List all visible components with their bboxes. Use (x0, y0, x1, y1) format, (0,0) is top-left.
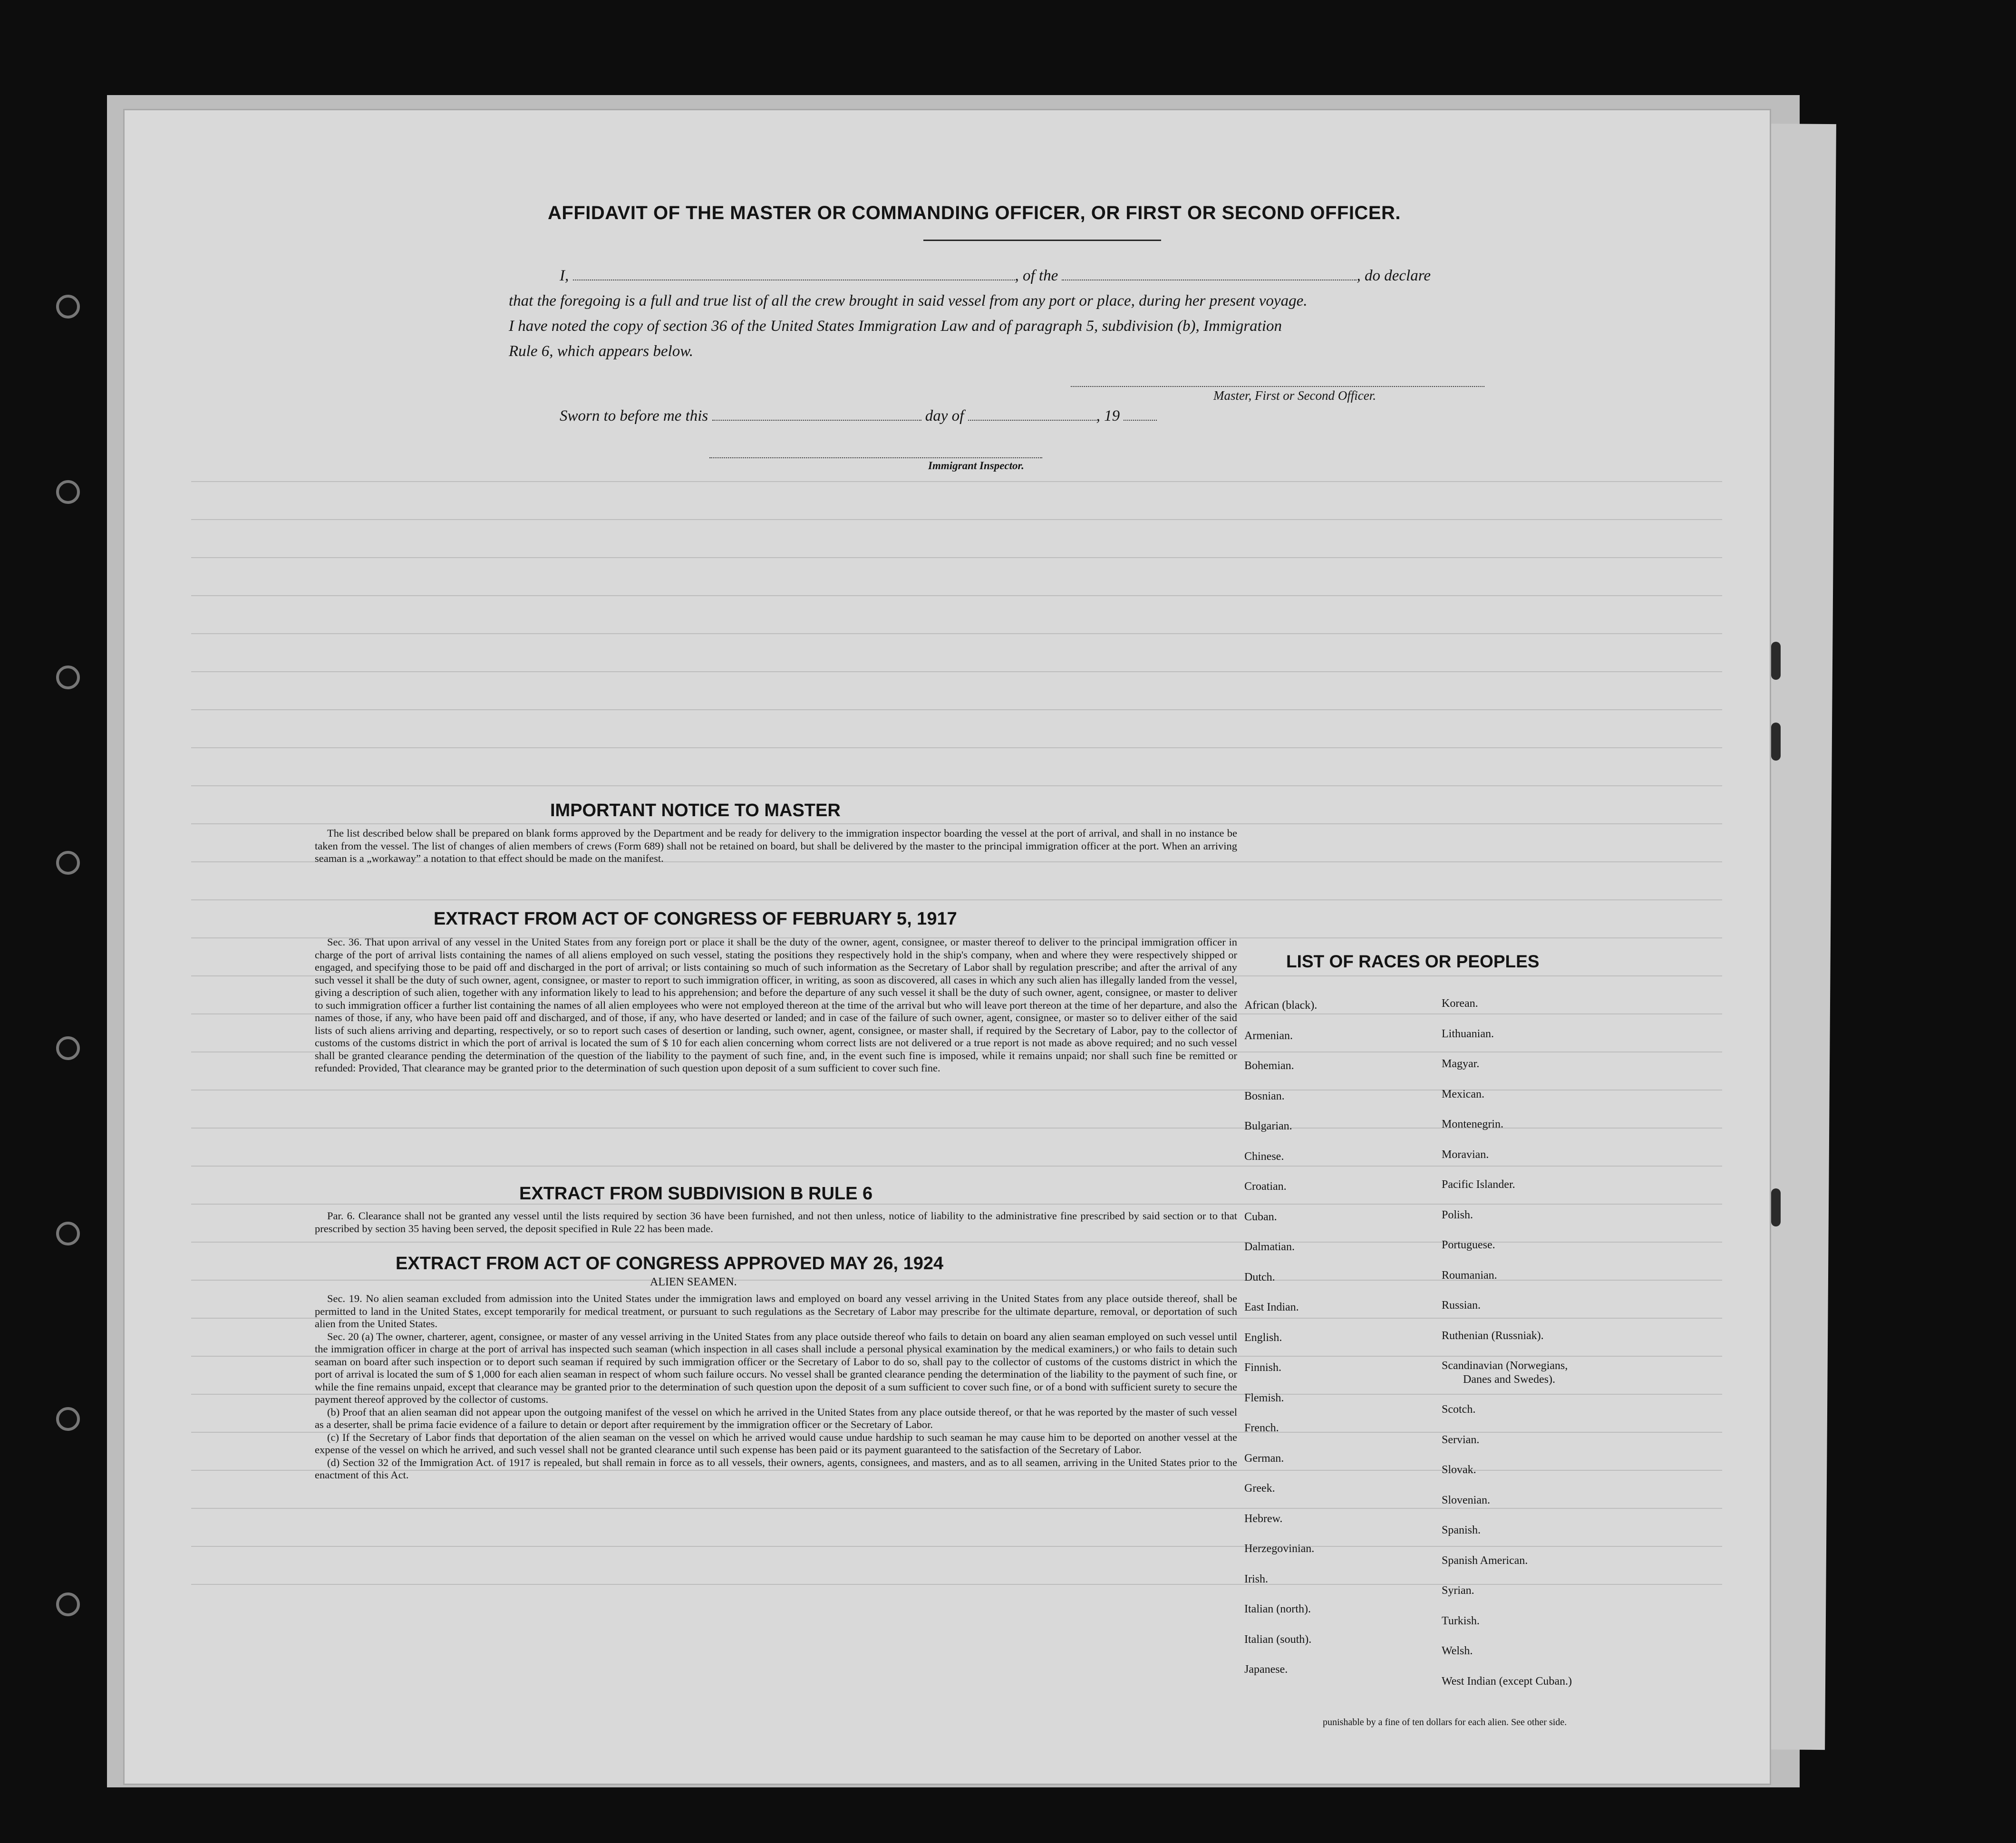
race-item: Dalmatian. (1244, 1241, 1295, 1253)
notice-text (315, 827, 1237, 865)
ruled-line (191, 481, 1722, 482)
extract-1917-text (315, 936, 1237, 1075)
binder-tab (1771, 1188, 1781, 1226)
year-blank (1124, 420, 1157, 421)
affidavit-i: I, (560, 267, 569, 284)
affidavit-line-1 (560, 267, 1431, 285)
race-item: Roumanian. (1442, 1269, 1497, 1282)
race-item: Croatian. (1244, 1180, 1287, 1193)
master-sign-label: Master, First or Second Officer. (1213, 388, 1376, 403)
race-item: Portuguese. (1442, 1239, 1495, 1251)
race-item: German. (1244, 1452, 1284, 1465)
sworn-prefix: Sworn to before me this (560, 407, 708, 425)
race-item: Russian. (1442, 1299, 1481, 1312)
sec-20b-paragraph: (b) Proof that an alien seaman did not appear upon the outgoing manifest of the vessel on which he arrived in the United States from any place outside thereof, or that he was reported by the master of such vessel as a deserter, shall be prima facie evidence of a failure to detain or deport after requirement by the immigration officer or the Secretary of Labor. (315, 1406, 1237, 1430)
race-item: Japanese. (1244, 1663, 1288, 1676)
race-item: Bosnian. (1244, 1090, 1285, 1102)
race-item: Spanish American. (1442, 1554, 1528, 1567)
inspector-sign-line (709, 457, 1042, 458)
ruled-line (191, 519, 1722, 520)
race-item: Bulgarian. (1244, 1120, 1292, 1132)
binder-tab (1771, 642, 1781, 680)
extract-1924-subtitle: ALIEN SEAMEN. (650, 1276, 737, 1288)
affidavit-declare: , do declare (1357, 267, 1431, 284)
race-item: Syrian. (1442, 1584, 1474, 1597)
race-item: Montenegrin. (1442, 1118, 1503, 1130)
race-item: Mexican. (1442, 1088, 1484, 1100)
extract-1917-paragraph: Sec. 36. That upon arrival of any vessel in the United States from any foreign port or place it shall be the duty of the owner, agent, consignee, or master thereof to deliver to the principal immigration officer in charge of the port of arrival lists containing the names of all aliens employed on such vessel, stating the positions they respectively hold in the ship's company, when and where they were respectively shipped or engaged, and specifying those to be paid off and discharged in the port of arrival; or lists containing so much of such information as the Secretary of Labor shall by regulation prescribe; and after the arrival of any such vessel it shall be the duty of such owner, agent, consignee, or master to report to such immigration officer, in writing, as soon as discovered, all cases in which any such alien has illegally landed from the vessel, giving a description of such alien, together with any information likely to lead to his apprehension; and before the departure of any such vessel it shall be the duty of such owner, agent, consignee, or master to deliver to such immigration officer a further list containing the names of all alien employees who were not employed thereon at the time of the arrival but who will leave port thereon at the time of her departure, and also the names of those, if any, who have been paid off and discharged, and of those, if any, who have deserted or landed; and in case of the failure of such owner, agent, consignee, or master so to deliver either of the said lists of such aliens arriving and departing, respectively, or so to report such cases of desertion or landing, such owner, agent, consignee, or master shall, if required by the Secretary of Labor, pay to the collector of customs of the customs district in which the port of arrival is located the sum of $ 10 for each alien concerning whom correct lists are not delivered or a true report is not made as above required; and no such vessel shall be granted clearance pending the determination of the question of the liability to the payment of such fine, and, in the event such fine is imposed, while it remains unpaid; nor shall such fine be remitted or refunded: Provided, That clearance may be granted prior to the determination of such question upon deposit of a sum sufficient to cover such fine. (315, 936, 1237, 1074)
punch-hole-icon (56, 666, 80, 689)
race-item: Irish. (1244, 1573, 1268, 1585)
punch-hole-icon (56, 1222, 80, 1245)
race-item: African (black). (1244, 999, 1318, 1012)
race-item: Greek. (1244, 1482, 1275, 1495)
ruled-line (191, 785, 1722, 786)
ruled-line (191, 1204, 1722, 1205)
extract-1924-title: EXTRACT FROM ACT OF CONGRESS APPROVED MAY 26, 1924 (396, 1254, 944, 1274)
race-item: Polish. (1442, 1208, 1473, 1221)
race-item: Danes and Swedes). (1463, 1373, 1555, 1386)
race-item: Lithuanian. (1442, 1027, 1494, 1040)
race-item: French. (1244, 1422, 1279, 1434)
race-item: Magyar. (1442, 1058, 1480, 1070)
sworn-year: , 19 (1096, 407, 1120, 425)
race-item: Slovak. (1442, 1464, 1476, 1476)
race-item: English. (1244, 1331, 1282, 1344)
ruled-line (191, 1546, 1722, 1547)
ruled-line (191, 709, 1722, 710)
notice-paragraph: The list described below shall be prepared on blank forms approved by the Department and be ready for delivery to the immigration inspector boarding the vessel at the port of arrival, and shall in no instance be taken from the vessel. The list of changes of alien members of crews (Form 689) shall not be retained on board, but shall be delivered by the master to the principal immigration officer at the port. When an arriving seaman is a „workaway” a notation to that effect should be made on the manifest. (315, 827, 1237, 864)
punch-hole-icon (56, 1592, 80, 1616)
race-item: Herzegovinian. (1244, 1543, 1315, 1555)
race-item: Turkish. (1442, 1614, 1480, 1627)
ruled-line (191, 1166, 1722, 1167)
race-item: Flemish. (1244, 1391, 1284, 1404)
race-item: East Indian. (1244, 1301, 1299, 1313)
race-item: Ruthenian (Russniak). (1442, 1329, 1544, 1342)
punch-hole-icon (56, 851, 80, 875)
punch-hole-icon (56, 1407, 80, 1431)
race-item: Armenian. (1244, 1029, 1293, 1042)
race-item: Italian (north). (1244, 1603, 1311, 1615)
race-item: Chinese. (1244, 1150, 1284, 1163)
extract-rule6-title: EXTRACT FROM SUBDIVISION B RULE 6 (519, 1184, 873, 1204)
extract-1917-title: EXTRACT FROM ACT OF CONGRESS OF FEBRUARY 5, 1917 (434, 909, 957, 929)
punch-hole-icon (56, 1036, 80, 1060)
race-item: Slovenian. (1442, 1494, 1490, 1506)
affidavit-title: AFFIDAVIT OF THE MASTER OR COMMANDING OFFICER, OR FIRST OR SECOND OFFICER. (548, 203, 1401, 223)
day-blank (712, 420, 921, 421)
punch-hole-icon (56, 295, 80, 318)
extract-1924-text (315, 1293, 1237, 1482)
race-item: Spanish. (1442, 1524, 1481, 1537)
month-blank (968, 420, 1096, 421)
notice-title: IMPORTANT NOTICE TO MASTER (550, 801, 841, 820)
race-item: Hebrew. (1244, 1512, 1283, 1525)
race-item: Italian (south). (1244, 1633, 1312, 1646)
sworn-line (560, 407, 1157, 425)
ruled-line (191, 671, 1722, 672)
ruled-line (191, 899, 1722, 900)
ruled-line (191, 595, 1722, 596)
extract-rule6-text (315, 1210, 1237, 1235)
master-sign-line (1071, 386, 1484, 387)
sec-19-paragraph: Sec. 19. No alien seaman excluded from admission into the United States under the immigration laws and employed on board any vessel arriving in the United States from any place outside thereof, shall be permitted to land in the United States, except temporarily for medical treatment, or pursuant to such regulations as the Secretary of Labor may prescribe for the ultimate departure, removal, or deportation of such alien from the United States. (315, 1293, 1237, 1330)
race-item: West Indian (except Cuban.) (1442, 1675, 1572, 1688)
race-item: Cuban. (1244, 1210, 1277, 1223)
race-item: Welsh. (1442, 1645, 1473, 1658)
race-item: Scotch. (1442, 1403, 1476, 1416)
penalty-note: punishable by a fine of ten dollars for each alien. See other side. (1323, 1717, 1567, 1727)
race-item: Bohemian. (1244, 1060, 1294, 1072)
affidavit-line-4: Rule 6, which appears below. (509, 343, 694, 360)
punch-hole-icon (56, 480, 80, 504)
affidavit-of-the: , of the (1015, 267, 1058, 284)
binder-tab (1771, 723, 1781, 761)
sworn-day: day of (925, 407, 964, 425)
ruled-line (191, 1508, 1722, 1509)
ruled-line (191, 747, 1722, 748)
races-title: LIST OF RACES OR PEOPLES (1286, 952, 1540, 971)
ruled-line (191, 1584, 1722, 1585)
race-item: Dutch. (1244, 1271, 1275, 1283)
race-item: Moravian. (1442, 1148, 1489, 1161)
affidavit-line-3: I have noted the copy of section 36 of the United States Immigration Law and of paragraph 5, subdivision (b), Immigration (509, 318, 1282, 335)
race-item: Finnish. (1244, 1361, 1282, 1374)
ruled-line (191, 823, 1722, 824)
race-item: Scandinavian (Norwegians, (1442, 1360, 1568, 1372)
affidavit-line-2: that the foregoing is a full and true list of all the crew brought in said vessel from any port or place, during her present voyage. (509, 292, 1308, 309)
race-item: Korean. (1442, 997, 1478, 1010)
sec-20d-paragraph: (d) Section 32 of the Immigration Act. of 1917 is repealed, but shall remain in force as to all vessels, their owners, agents, consignees, and masters, and as to all seamen, arriving in the United States prior to the enactment of this Act. (315, 1456, 1237, 1481)
ruled-line (191, 557, 1722, 558)
inspector-sign-label: Immigrant Inspector. (928, 460, 1024, 472)
sec-20c-paragraph: (c) If the Secretary of Labor finds that deportation of the alien seaman on the vessel on which he arrived would cause undue hardship to such seaman he may cause him to be deported on another vessel at the expense of the vessel on which he arrived, and such vessel shall not be granted clearance until such expense has been paid or its payment guaranteed to the satisfaction of the Secretary of Labor. (315, 1431, 1237, 1456)
ruled-line (191, 633, 1722, 634)
race-item: Pacific Islander. (1442, 1178, 1515, 1191)
extract-rule6-paragraph: Par. 6. Clearance shall not be granted any vessel until the lists required by section 36 have been furnished, and not then unless, notice of liability to the administrative fine prescribed by said section or to that prescribed by section 35 having been served, the deposit specified in Rule 22 has been made. (315, 1210, 1237, 1235)
race-item: Servian. (1442, 1433, 1480, 1446)
document-page (125, 110, 1770, 1784)
title-rule (923, 240, 1161, 241)
sec-20a-paragraph: Sec. 20 (a) The owner, charterer, agent, consignee, or master of any vessel arriving in the United States from any place outside thereof who fails to detain on board any alien seaman employed on such vessel until the immigration officer in charge at the port of arrival has inspected such seaman (which inspection in all cases shall include a personal physical examination by the medical examiners,) or who fails to detain such seaman on board after such inspection or to deport such seaman if required by such immigration officer or the Secretary of Labor to do so, shall pay to the collector of customs of the customs district in which the port of arrival is located the sum of $ 1,000 for each alien seaman in respect of whom such failure occurs. No vessel shall be granted clearance pending the determination of the liability to the payment of such fine, or while the fine remains unpaid, except that clearance may be granted prior to the determination of such question upon the deposit of a sum sufficient to cover such fine, or of a bond with sufficient surety to secure the payment thereof approved by the collector of customs. (315, 1330, 1237, 1405)
